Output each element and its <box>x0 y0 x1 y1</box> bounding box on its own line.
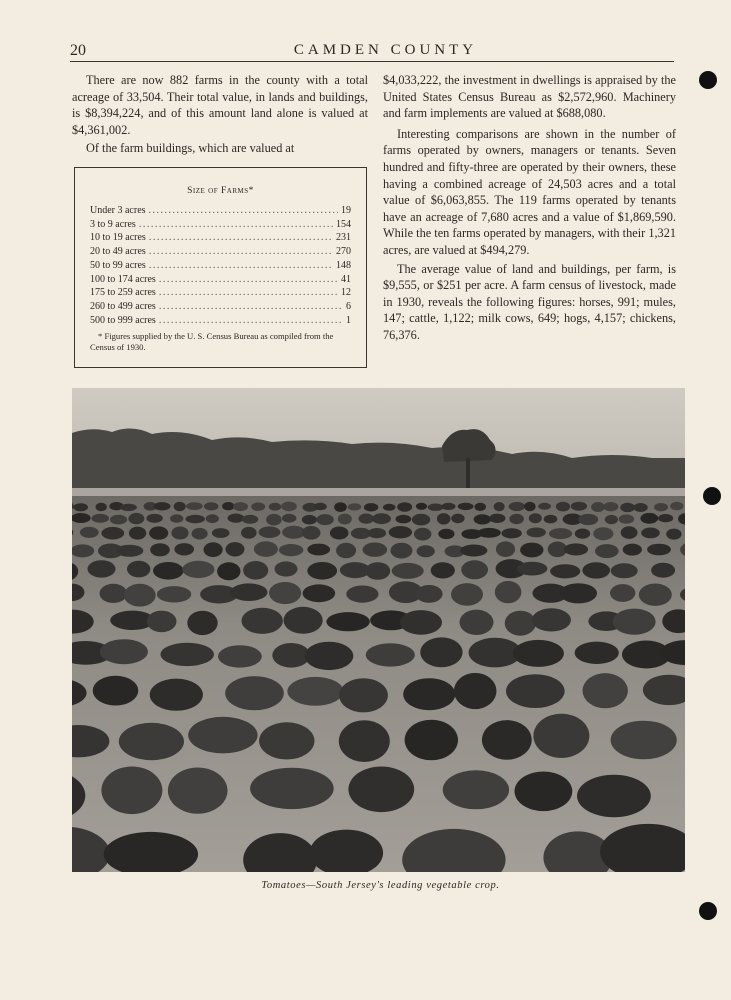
row-value: 12 <box>341 287 351 299</box>
row-value: 6 <box>346 300 351 312</box>
photo-caption: Tomatoes—South Jersey's leading vegetable crop. <box>261 880 500 891</box>
table-rows <box>90 204 351 327</box>
leader-dots <box>159 314 343 328</box>
table-row <box>90 231 351 245</box>
leader-dots <box>139 218 333 232</box>
leader-dots <box>159 286 338 300</box>
photo-image <box>72 388 685 872</box>
row-label: 175 to 259 acres <box>90 287 156 299</box>
row-label: 3 to 9 acres <box>90 218 136 230</box>
table-footnote: * Figures supplied by the U. S. Census Bureau as compiled from the Census of 1930. <box>90 331 334 353</box>
binder-hole <box>703 487 721 505</box>
row-label: 500 to 999 acres <box>90 314 156 326</box>
binder-hole <box>699 902 717 920</box>
paragraph: The average value of land and buildings, per farm, is $9,555, or $251 per acre. A farm census of livestock, made in 1930, reveals the following figures: horses, 991; mules, 147; cattle, 1,122; milk cows, 649; hogs, 4,157; chickens, 76,376. <box>383 261 676 342</box>
row-label: 10 to 19 acres <box>90 232 146 244</box>
leader-dots <box>149 245 333 259</box>
table-row <box>90 204 351 218</box>
farm-size-table <box>74 167 367 368</box>
table-row <box>90 218 351 232</box>
row-value: 1 <box>346 314 351 326</box>
table-row <box>90 273 351 287</box>
row-label: 50 to 99 acres <box>90 259 146 271</box>
left-column <box>72 72 368 157</box>
tomato-field-photo <box>72 388 685 872</box>
row-label: 100 to 174 acres <box>90 273 156 285</box>
row-value: 41 <box>341 273 351 285</box>
paragraph: Interesting comparisons are shown in the number of farms operated by owners, managers or tenants. Seven hundred and fifty-three are operated by their owners, these having a combined acreage of 24,503 acres and a total value of $6,063,855. The 119 farms operated by tenants have an acreage of 7,680 acres and a value of $1,869,590. While the ten farms operated by managers, with their 1,321 acres, are valued at $494,279. <box>383 126 676 257</box>
binder-hole <box>699 71 717 89</box>
paragraph: $4,033,222, the investment in dwellings is appraised by the United States Census Bureau as $2,572,960. Machinery and farm implements are valued at $688,080. <box>383 73 676 121</box>
row-value: 270 <box>336 246 351 258</box>
leader-dots <box>149 231 333 245</box>
running-head: CAMDEN COUNTY <box>293 42 478 58</box>
leader-dots <box>149 204 338 218</box>
leader-dots <box>159 273 338 287</box>
page-number: 20 <box>70 42 86 59</box>
table-row <box>90 259 351 273</box>
row-value: 231 <box>336 232 351 244</box>
right-column <box>383 72 676 344</box>
table-title <box>90 186 351 196</box>
row-label: 20 to 49 acres <box>90 246 146 258</box>
paragraph: Of the farm buildings, which are valued at <box>86 141 295 156</box>
paragraph: There are now 882 farms in the county with a total acreage of 33,504. Their total value, in lands and buildings, is $8,394,224, and of this amount land alone is valued at $4,361,002. <box>72 73 368 137</box>
row-label: 260 to 499 acres <box>90 300 156 312</box>
header-rule <box>70 61 674 62</box>
table-row <box>90 300 351 314</box>
table-row <box>90 314 351 328</box>
table-row <box>90 245 351 259</box>
row-value: 148 <box>336 259 351 271</box>
row-label: Under 3 acres <box>90 205 146 216</box>
table-title-text: Size of Farms* <box>187 186 254 196</box>
leader-dots <box>159 300 343 314</box>
row-value: 154 <box>336 218 351 230</box>
row-value: 19 <box>341 205 351 216</box>
leader-dots <box>149 259 333 273</box>
table-row <box>90 286 351 300</box>
